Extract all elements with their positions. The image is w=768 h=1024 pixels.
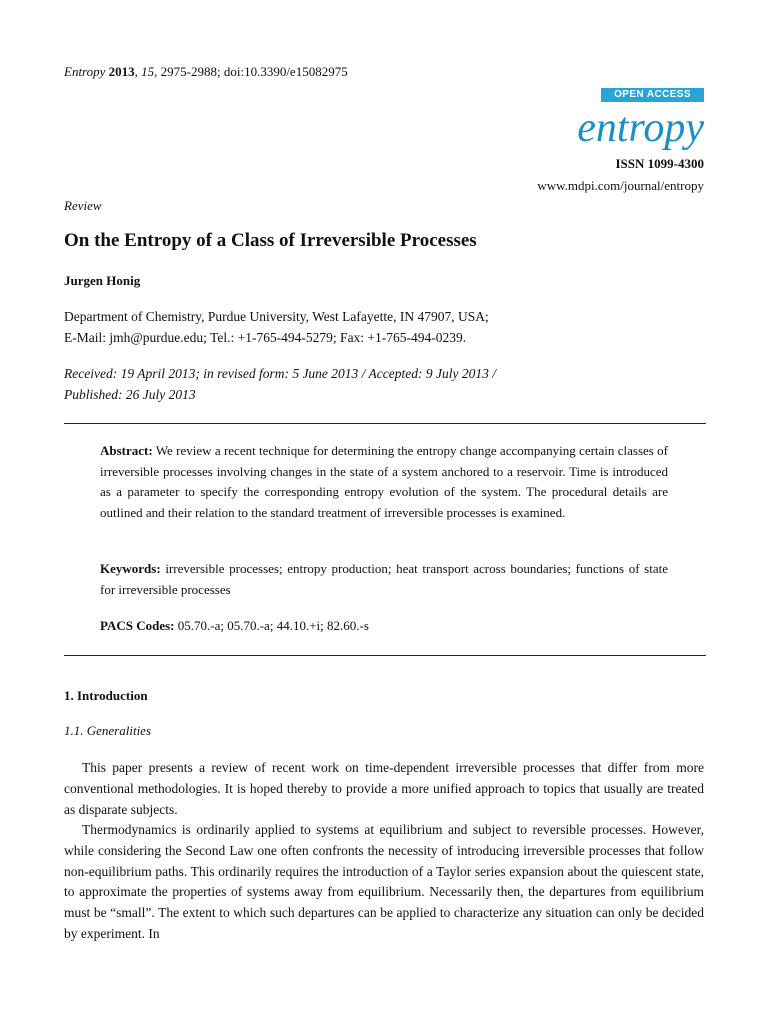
- journal-name: Entropy: [64, 64, 106, 79]
- article-title: On the Entropy of a Class of Irreversible Processes: [64, 230, 477, 251]
- author-name: Jurgen Honig: [64, 273, 141, 288]
- article-type: Review: [64, 198, 102, 213]
- published-line: Published: 26 July 2013: [64, 387, 196, 402]
- subsection-heading: 1.1. Generalities: [64, 723, 152, 738]
- keywords-label: Keywords:: [100, 561, 161, 576]
- publication-year: 2013: [108, 64, 135, 79]
- volume-number: 15: [141, 64, 155, 79]
- pages-doi: , 2975-2988; doi:10.3390/e15082975: [154, 64, 348, 79]
- issn: ISSN 1099-4300: [615, 156, 704, 171]
- citation-line: Entropy 2013, 15, 2975-2988; doi:10.3390/e15082975: [64, 64, 348, 79]
- abstract-label: Abstract:: [100, 443, 153, 458]
- open-access-badge: OPEN ACCESS: [601, 88, 704, 102]
- contact-line: E-Mail: jmh@purdue.edu; Tel.: +1-765-494-5279; Fax: +1-765-494-0239.: [64, 330, 467, 345]
- journal-url: www.mdpi.com/journal/entropy: [537, 178, 704, 193]
- dates-block: [64, 363, 496, 405]
- dates-line: Received: 19 April 2013; in revised form: 5 June 2013 / Accepted: 9 July 2013 /: [64, 366, 496, 381]
- abstract-text: We review a recent technique for determining the entropy change accompanying certain classes of irreversible processes involving changes in the state of a system anchored to a reservoir. Time is introduced as a parameter to specify the corresponding entropy evolution of the system. The procedural details are outlined and their relation to the standard treatment of irreversible processes is examined.: [100, 443, 669, 520]
- pacs-label: PACS Codes:: [100, 618, 175, 633]
- affiliation-block: [64, 306, 489, 348]
- pacs-text: 05.70.-a; 05.70.-a; 44.10.+i; 82.60.-s: [177, 618, 369, 633]
- pacs-codes: [100, 616, 668, 636]
- keywords-text: irreversible processes; entropy production; heat transport across boundaries; functions of state for irreversible processes: [100, 561, 668, 597]
- affiliation-line: Department of Chemistry, Purdue University, West Lafayette, IN 47907, USA;: [64, 309, 489, 324]
- divider-bottom: [64, 655, 706, 656]
- journal-logo: entropy: [577, 105, 704, 151]
- section-heading: 1. Introduction: [64, 688, 148, 703]
- keywords: [100, 559, 668, 600]
- body-paragraph: This paper presents a review of recent work on time-dependent irreversible processes that differ from more conventional methodologies. It is hoped thereby to provide a more unified approach to topics that usually are treated as disparate subjects.: [64, 760, 704, 817]
- abstract: [100, 441, 668, 523]
- divider-top: [64, 423, 706, 424]
- body-paragraph: Thermodynamics is ordinarily applied to systems at equilibrium and subject to reversible processes. However, while considering the Second Law one often confronts the necessity of introducing irreversible processes that follow non-equilibrium paths. This ordinarily requires the introduction of a Taylor series expansion about the quiescent state, to approximate the properties of systems away from equilibrium. Necessarily then, the departures from equilibrium must be “small”. The extent to which such departures can be applied to characterize any situation can only be decided by experiment. In: [64, 822, 704, 941]
